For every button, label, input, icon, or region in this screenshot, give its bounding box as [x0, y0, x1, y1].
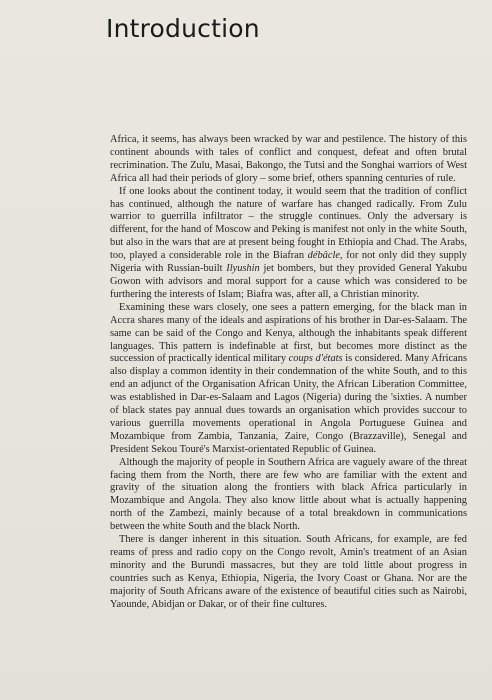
text-run: Examining these wars closely, one sees a pattern emerging, for the black man in Accra shares many of the ideals and aspirations of his brother in Dar-es-Salaam. The same can be said of the Congo and Kenya, although the inhabitants speak different languages. This pattern is indefinable at first, but becomes more distinct as the succession of practically identical military [110, 301, 467, 365]
italic-term: débâcle [307, 250, 340, 262]
text-run: Although the majority of people in Southern Africa are vaguely aware of the threat facing them from the North, there are few who are familiar with the extent and gravity of the situation along the frontiers with black Africa particularly in Mozambique and Angola. They also know little about what is actually happening north of the Zambezi, mainly because of a total breakdown in communications between the white South and the black North. [110, 456, 467, 533]
paragraph-2 [110, 186, 467, 302]
text-run: If one looks about the continent today, it would seem that the tradition of conflict has continued, although the nature of warfare has changed radically. From Zulu warrior to guerrilla infiltrator – the struggle continues. Only the adversary is different, for the hand of Moscow and Peking is manifest not only in the white South, but also in the wars that are at present being fought in Ethiopia and Chad. The Arabs, too, played a considerable role in the Biafran [110, 185, 467, 262]
italic-term: coups d'états [288, 353, 343, 365]
paragraph-5 [110, 534, 467, 611]
text-run: There is danger inherent in this situation. South Africans, for example, are fed reams of press and radio copy on the Congo revolt, Amin's treatment of an Asian minority and the Burundi massacres, but they are told little about progress in countries such as Kenya, Ethiopia, Nigeria, the Ivory Coast or Ghana. Nor are the majority of South Africans aware of the existence of beautiful cities such as Nairobi, Yaounde, Abidjan or Dakar, or of their fine cultures. [110, 534, 467, 610]
page-title: Introduction [106, 14, 260, 43]
body-text [110, 134, 467, 612]
paragraph-4 [110, 457, 467, 534]
text-run: is considered. Many Africans also display a common identity in their condemnation of the white South, and to this end an adjunct of the Organisation African Unity, the African Liberation Committee, was established in Dar-es-Salaam and Lagos (Nigeria) during the 'sixties. A number of black states pay annual dues towards an organisation which provides succour to various guerrilla movements operational in Angola Portuguese Guinea and Mozambique from Zambia, Tanzania, Zaire, Congo (Brazzaville), Senegal and President Sekou Touré's Marxist-orientated Republic of Guinea. [110, 353, 467, 455]
italic-term: Ilyushin [226, 263, 260, 275]
text-run: Africa, it seems, has always been wracked by war and pestilence. The history of this continent abounds with tales of conflict and conquest, defeat and often brutal recrimination. The Zulu, Masai, Bakongo, the Tutsi and the Songhai warriors of West Africa all had their periods of glory – some brief, others spanning centuries of rule. [110, 134, 467, 184]
paragraph-1 [110, 134, 467, 186]
text-run: , for not only did they supply Nigeria with Russian-built [110, 250, 467, 275]
text-run: jet bombers, but they provided General Yakubu Gowon with advisors and moral support for a cause which was considered to be furthering the interests of Islam; Biafra was, after all, a Christian minority. [110, 263, 468, 300]
paragraph-3 [110, 302, 467, 457]
